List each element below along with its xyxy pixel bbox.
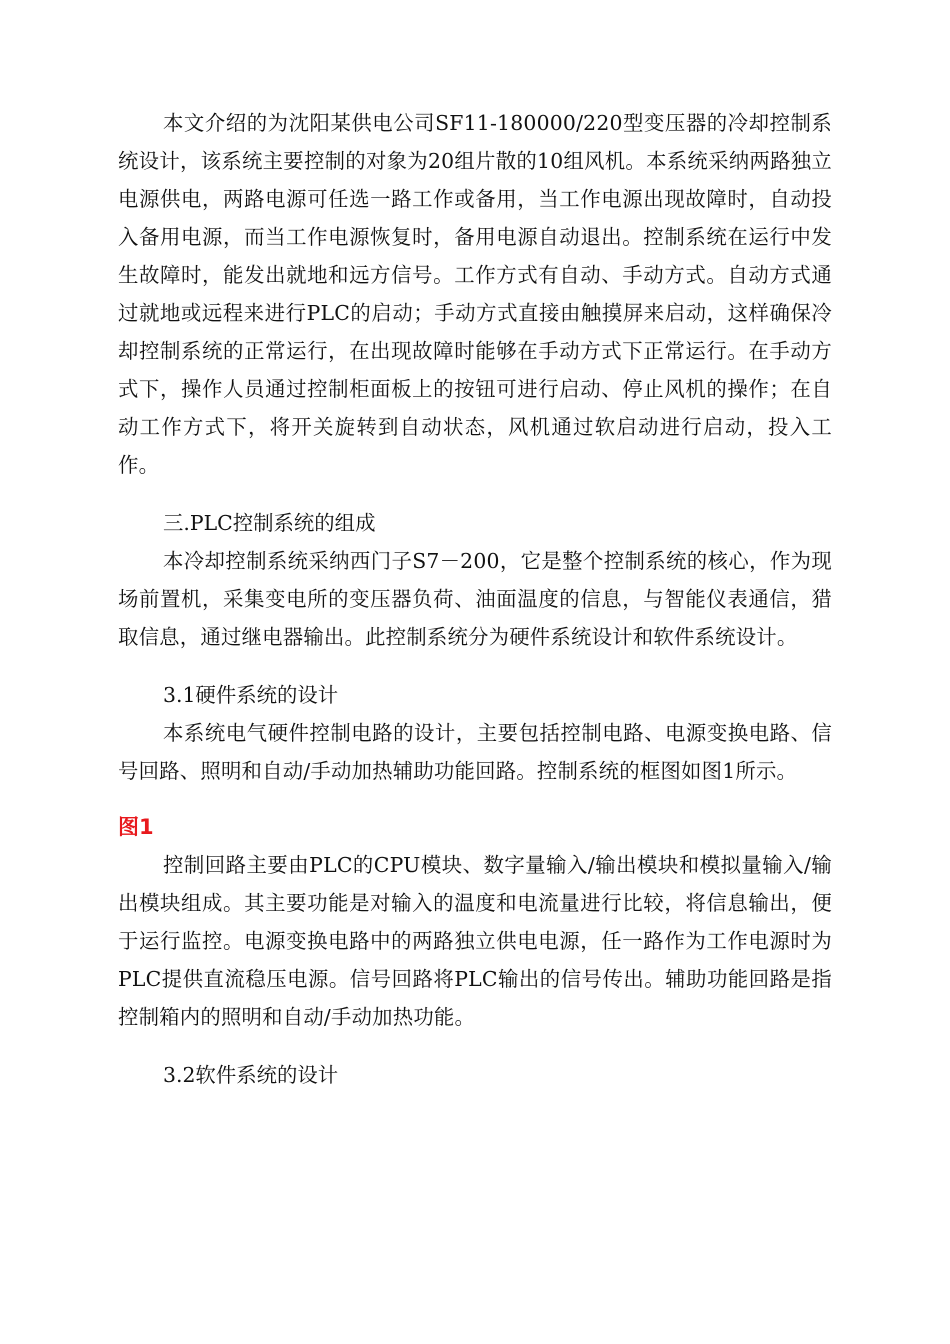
paragraph-hardware-design: 本系统电气硬件控制电路的设计，主要包括控制电路、电源变换电路、信号回路、照明和自动/手动加热辅助功能回路。控制系统的框图如图1所示。 bbox=[118, 721, 832, 783]
paragraph-control-loop: 控制回路主要由PLC的CPU模块、数字量输入/输出模块和模拟量输入/输出模块组成。其主要功能是对输入的温度和电流量进行比较，将信息输出，便于运行监控。电源变换电路中的两路独立供电电源，任一路作为工作电源时为PLC提供直流稳压电源。信号回路将PLC输出的信号传出。辅助功能回路是指控制箱内的照明和自动/手动加热功能。 bbox=[118, 853, 832, 1029]
section-heading-3-2: 3.2软件系统的设计 bbox=[163, 1063, 339, 1087]
paragraph-plc-composition: 本冷却控制系统采纳西门子S7－200，它是整个控制系统的核心，作为现场前置机，采集变电所的变压器负荷、油面温度的信息，与智能仪表通信，猎取信息，通过继电器输出。此控制系统分为硬件系统设计和软件系统设计。 bbox=[118, 549, 832, 649]
section-heading-3-1: 3.1硬件系统的设计 bbox=[163, 683, 339, 707]
figure-1-label: 图1 bbox=[118, 815, 154, 839]
section-heading-3: 三.PLC控制系统的组成 bbox=[163, 511, 376, 535]
paragraph-cooling-system-intro: 本文介绍的为沈阳某供电公司SF11-180000/220型变压器的冷却控制系统设计，该系统主要控制的对象为20组片散的10组风机。本系统采纳两路独立电源供电，两路电源可任选一路工作或备用，当工作电源出现故障时，自动投入备用电源，而当工作电源恢复时，备用电源自动退出。控制系统在运行中发生故障时，能发出就地和远方信号。工作方式有自动、手动方式。自动方式通过就地或远程来进行PLC的启动；手动方式直接由触摸屏来启动，这样确保冷却控制系统的正常运行，在出现故障时能够在手动方式下正常运行。在手动方式下，操作人员通过控制柜面板上的按钮可进行启动、停止风机的操作；在自动工作方式下，将开关旋转到自动状态，风机通过软启动进行启动，投入工作。 bbox=[118, 111, 832, 477]
